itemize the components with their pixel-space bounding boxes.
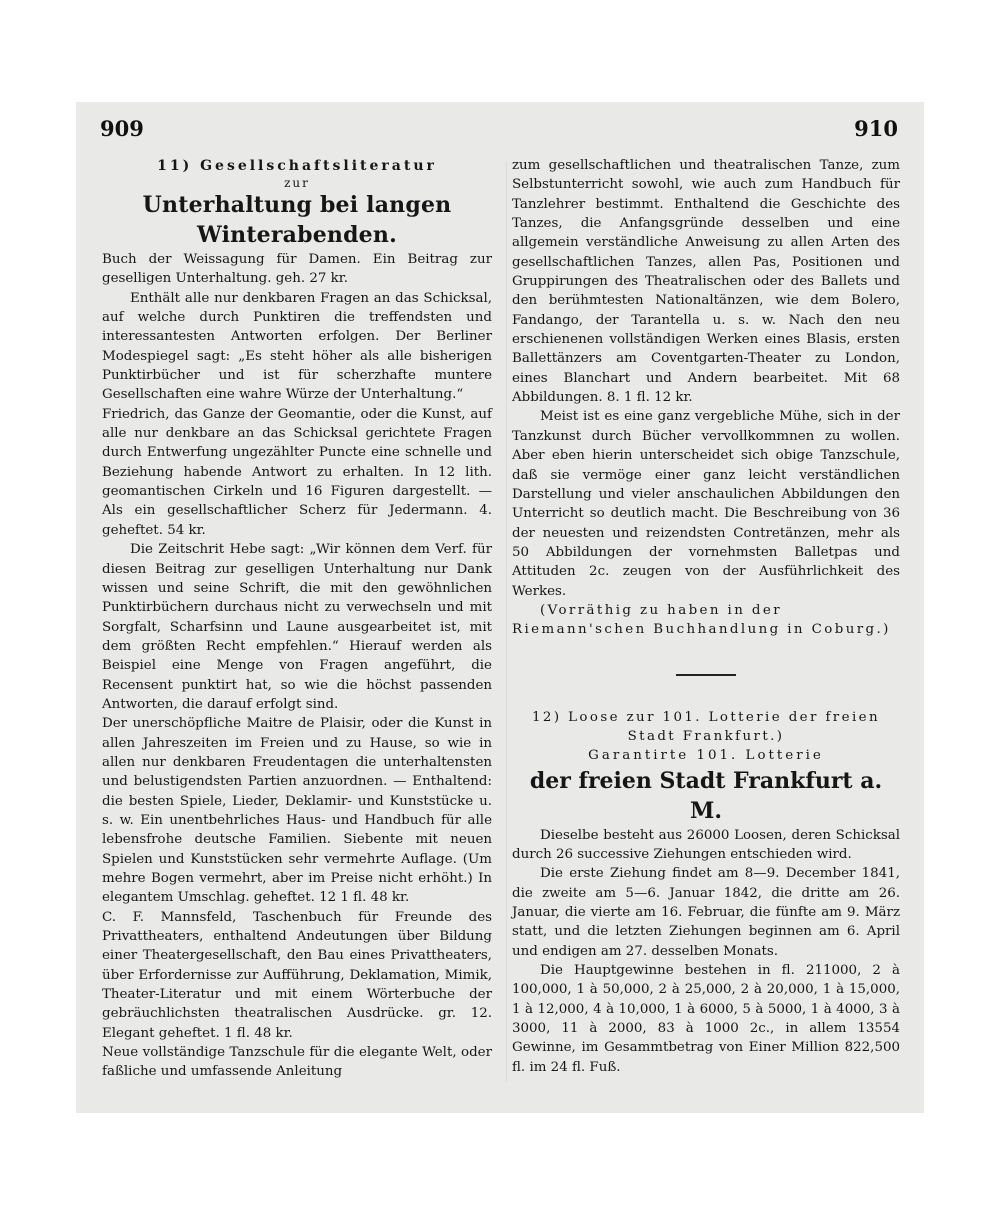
lottery-title: der freien Stadt Frankfurt a. M. xyxy=(529,767,883,824)
right-column xyxy=(512,156,900,1077)
entry-maitre-de-plaisir: Der unerschöpfliche Maitre de Plaisir, oder die Kunst in allen Jahreszeiten im Freien und zu Hause, so wie in allen nur denkbaren Freudentagen die unterhaltensten und belustigendsten Partien anzuordnen. — Enthaltend: die besten Spiele, Lieder, Deklamir- und Kunststücke u. s. w. Ein unentbehrliches Haus- und Handbuch für alle lebensfrohe deutsche Familien. Siebente mit neuen Spielen und Kunststücken sehr vermehrte Auflage. (Um mehre Bogen vermehrt, aber im Preise nicht erhöht.) In elegantem Umschlag. geheftet. 12 1 fl. 48 kr. xyxy=(102,716,492,906)
section-divider xyxy=(676,674,736,676)
lottery-desc-1: Dieselbe besteht aus 26000 Loosen, deren Schicksal durch 26 successive Ziehungen entschieden wird. xyxy=(512,827,900,862)
page-number-left: 909 xyxy=(100,116,144,141)
entry-privattheater: C. F. Mannsfeld, Taschenbuch für Freunde des Privattheaters, enthaltend Andeutungen über Bildung einer Theatergesellschaft, den Bau eines Privattheaters, über Erfordernisse zur Aufführung, Deklamation, Mimik, Theater-Literatur und mit einem Wörterbuche der gebräuchlichsten theatralischen Ausdrücke. gr. 12. Elegant geheftet. 1 fl. 48 kr. xyxy=(102,909,492,1041)
entry-geomantie-review: Die Zeitschrit Hebe sagt: „Wir können dem Verf. für diesen Beitrag zur geselligen Unterhaltung nur Dank wissen und seine Schrift, die mit den gewöhnlichen Punktirbüchern durchaus nicht zu verwechseln und mit Sorgfalt, Scharfsinn und Laune ausgearbeitet ist, mit dem größten Recht empfehlen.“ Hierauf werden als Beispiel eine Menge von Fragen angeführt, die Recensent punktirt hat, so wie die höchst passenden Antworten, die darauf erfolgt sind. xyxy=(102,542,492,712)
lottery-desc-3: Die Hauptgewinne bestehen in fl. 211000, 2 à 100,000, 1 à 50,000, 2 à 25,000, 2 à 20,000, 1 à 15,000, 1 à 12,000, 4 à 10,000, 1 à 6000, 5 à 5000, 1 à 4000, 3 à 3000, 11 à 2000, 83 à 1000 2c., in allem 13554 Gewinne, im Gesammtbetrag von Einer Million 822,500 fl. im 24 fl. Fuß. xyxy=(512,963,900,1075)
left-column xyxy=(102,156,492,1082)
section-title: Unterhaltung bei langen Winterabenden. xyxy=(142,192,452,248)
book-page-spread xyxy=(76,102,924,1113)
entry-tanzschule: Neue vollständige Tanzschule für die elegante Welt, oder faßliche und umfassende Anleitung xyxy=(102,1045,492,1080)
availability-note: (Vorräthig zu haben in der Riemann'schen Buchhandlung in Coburg.) xyxy=(512,602,891,638)
entry-tanzschule-cont: zum gesellschaftlichen und theatralischen Tanze, zum Selbstunterricht sowohl, wie auch zum Handbuch für Tanzlehrer bestimmt. Enthaltend die Geschichte des Tanzes, die Anfangsgründe desselben und eine allgemein verständliche Anweisung zu allen Arten des gesellschaftlichen Tanzes, allen Pas, Positionen und Gruppirungen des Theatralischen oder des Ballets und den berühmtesten Nationaltänzen, wie dem Bolero, Fandango, der Tarantella u. s. w. Nach den neu erschienenen vollständigen Werken eines Blasis, ersten Ballettänzers am Coventgarten-Theater zu London, eines Blanchart und Andern bearbeitet. Mit 68 Abbildungen. 8. 1 fl. 12 kr. xyxy=(512,158,900,406)
lottery-subheading: Garantirte 101. Lotterie xyxy=(588,748,824,764)
entry-weissagung: Buch der Weissagung für Damen. Ein Beitrag zur geselligen Unterhaltung. geh. 27 kr. xyxy=(102,252,492,287)
section-sub: zur xyxy=(284,176,310,190)
page-number-right: 910 xyxy=(854,116,898,141)
entry-tanzschule-review: Meist ist es eine ganz vergebliche Mühe, sich in der Tanzkunst durch Bücher vervollkommnen zu wollen. Aber eben hierin unterscheidet sich obige Tanzschule, daß sie vermöge einer ganz leicht verständlichen Darstellung und vieler anschaulichen Abbildungen den Unterricht so deutlich macht. Die Beschreibung von 36 der neuesten und reizendsten Contretänzen, mehr als 50 Abbildungen der vornehmsten Balletpas und Attituden 2c. zeugen von der Ausführlichkeit des Werkes. xyxy=(512,409,900,599)
lottery-heading: 12) Loose zur 101. Lotterie der freien Stadt Frankfurt.) xyxy=(532,709,880,744)
lottery-desc-2: Die erste Ziehung findet am 8—9. December 1841, die zweite am 5—6. Januar 1842, die dritte am 26. Januar, die vierte am 16. Februar, die fünfte am 9. März statt, und die letzten Ziehungen beginnen am 6. April und endigen am 27. desselben Monats. xyxy=(512,866,900,959)
entry-geomantie: Friedrich, das Ganze der Geomantie, oder die Kunst, auf alle nur denkbare an das Schicksal gerichtete Fragen durch Entwerfung ungezählter Puncte eine schnelle und Beziehung habende Antwort zu erhalten. In 12 lith. geomantischen Cirkeln und 16 Figuren dargestellt. — Als ein gesellschaftlicher Scherz für Jedermann. 4. geheftet. 54 kr. xyxy=(102,406,492,538)
section-heading: 11) Gesellschaftsliteratur xyxy=(157,158,437,174)
column-gutter xyxy=(506,162,507,1082)
entry-weissagung-desc: Enthält alle nur denkbaren Fragen an das Schicksal, auf welche durch Punktiren die treffendsten und interessantesten Antworten erfolgen. Der Berliner Modespiegel sagt: „Es steht höher als alle bisherigen Punktirbücher und ist für scherzhafte muntere Gesellschaften eine wahre Würze der Unterhaltung.“ xyxy=(102,290,492,403)
